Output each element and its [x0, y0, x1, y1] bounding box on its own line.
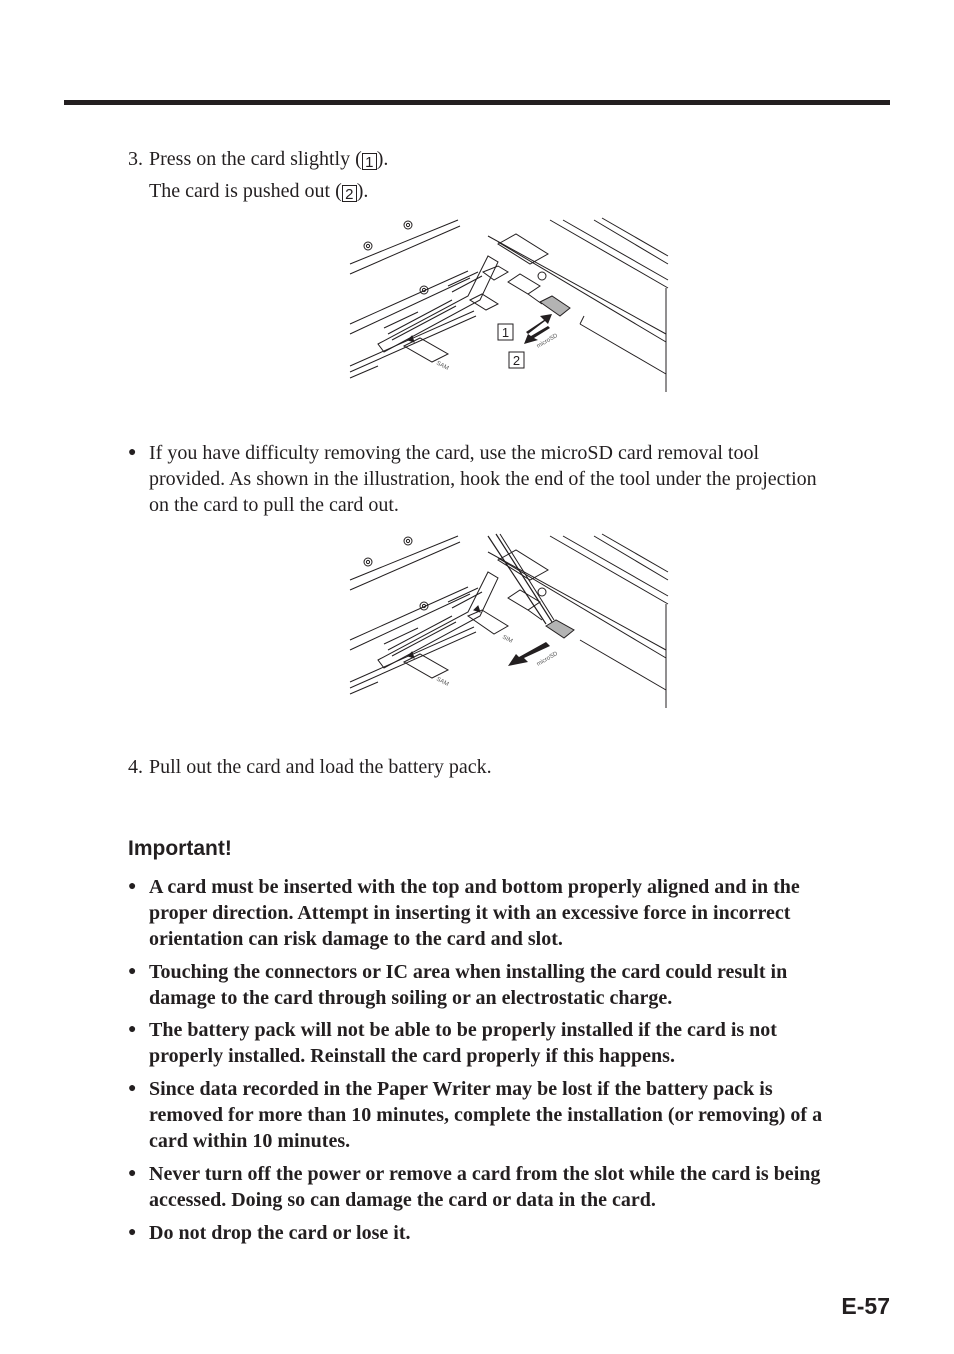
bullet-dot: ●	[128, 1022, 137, 1037]
callout-box-2: 2	[342, 185, 357, 202]
sam-slot-label: SAM	[435, 676, 450, 688]
important-item-line: Touching the connectors or IC area when installing the card could result in	[149, 961, 788, 983]
important-heading: Important!	[128, 837, 232, 860]
important-item-line: damage to the card through soiling or an electrostatic charge.	[149, 987, 673, 1009]
bullet-dot: ●	[128, 1225, 137, 1240]
figure-callout-2-label: 2	[512, 353, 521, 368]
bullet-dot: ●	[128, 879, 137, 894]
removal-tool-illustration	[348, 532, 670, 712]
callout-box-1: 1	[362, 153, 377, 170]
important-item-line: The battery pack will not be able to be properly installed if the card is not	[149, 1019, 777, 1041]
important-item-line: removed for more than 10 minutes, complete the installation (or removing) of a	[149, 1104, 823, 1126]
step-3-line-2	[149, 178, 368, 204]
tip-line-3: on the card to pull the card out.	[149, 494, 399, 516]
figure-callout-1-label: 1	[501, 325, 510, 340]
important-item	[128, 874, 878, 952]
sam-slot-label: SAM	[435, 360, 450, 372]
step-3-text-d: ).	[356, 180, 369, 202]
important-item	[128, 1161, 878, 1213]
tip-line-1: If you have difficulty removing the card, use the microSD card removal tool	[149, 442, 759, 464]
microsd-slot-label: microSD	[536, 333, 559, 350]
tip-line-2: provided. As shown in the illustration, hook the end of the tool under the projection	[149, 468, 817, 490]
important-item	[128, 1220, 878, 1246]
important-item-line: card within 10 minutes.	[149, 1130, 351, 1152]
push-arrow-icon	[526, 314, 552, 334]
important-item	[128, 1017, 878, 1069]
step-number: 3.	[128, 148, 143, 170]
bullet-dot: ●	[128, 445, 137, 460]
important-item	[128, 959, 878, 1011]
step-3-text-c: The card is pushed out (	[149, 180, 342, 202]
important-item-line: proper direction. Attempt in inserting it with an excessive force in incorrect	[149, 902, 791, 924]
tip-bullet	[128, 440, 878, 518]
step-3-text-b: ).	[376, 148, 389, 170]
important-item-line: accessed. Doing so can damage the card or data in the card.	[149, 1189, 656, 1211]
sim-slot-label: SIM	[501, 634, 514, 645]
page-number: E-57	[841, 1293, 890, 1319]
important-item-line: A card must be inserted with the top and bottom properly aligned and in the	[149, 876, 800, 898]
bullet-dot: ●	[128, 1081, 137, 1096]
card-eject-illustration	[348, 216, 670, 396]
step-number: 4.	[128, 756, 143, 778]
step-3-text-a: Press on the card slightly (	[149, 148, 362, 170]
microsd-slot-label: microSD	[536, 651, 559, 668]
bullet-dot: ●	[128, 1166, 137, 1181]
important-item-line: properly installed. Reinstall the card properly if this happens.	[149, 1045, 675, 1067]
step-3-line-1	[149, 146, 388, 172]
important-item-line: orientation can risk damage to the card and slot.	[149, 928, 563, 950]
step-4-text: Pull out the card and load the battery pack.	[149, 756, 492, 778]
important-item-line: Never turn off the power or remove a card from the slot while the card is being	[149, 1163, 821, 1185]
important-item-line: Do not drop the card or lose it.	[149, 1222, 411, 1244]
step-3	[128, 146, 628, 206]
step-4	[128, 754, 628, 780]
important-item	[128, 1076, 878, 1154]
bullet-dot: ●	[128, 964, 137, 979]
important-item-line: Since data recorded in the Paper Writer may be lost if the battery pack is	[149, 1078, 773, 1100]
header-rule	[64, 100, 890, 105]
